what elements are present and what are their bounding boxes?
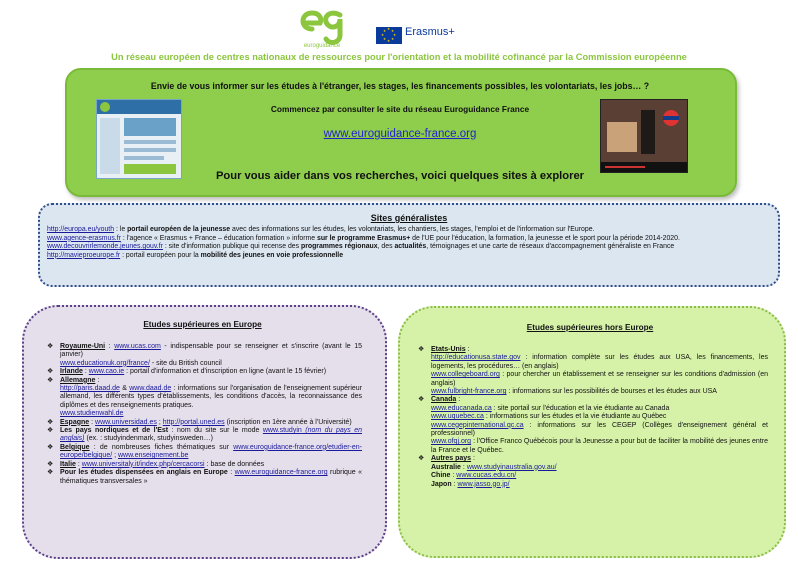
link-daad[interactable]: www.daad.de — [129, 385, 172, 393]
erasmus-plus-label: Erasmus+ — [405, 26, 455, 38]
link-uned[interactable]: http://portal.uned.es — [162, 418, 225, 426]
list-item: ❖ Etats-Unis : http://educationusa.state.gov : information complète sur les études aux USA, les financements, les logements, les procédures… (en anglais) www.collegeboard.org : pour chercher un établissement et se renseigner sur les conditions d'admission (en anglais) www.fulbright-france.org : informations sur les possibilités de bourses et les études aux USA — [418, 346, 768, 396]
euroguidance-link[interactable]: www.euroguidance-france.org — [323, 128, 477, 140]
link-agence-erasmus[interactable]: www.agence-erasmus.fr — [47, 234, 121, 242]
eu-flag-icon: ★ ★ ★ ★ ★ ★ ★ ★ — [376, 27, 402, 44]
generalist-entry: www.decouvrirlemonde.jeunes.gouv.fr : site d'information publique qui recense des programmes régionaux, des actualités, témoignages et une carte de réseaux d'accompagnement généraliste en France — [47, 243, 675, 251]
link-collegeboard[interactable]: www.collegeboard.org — [431, 371, 500, 379]
link-studyin[interactable]: www.studyin — [262, 427, 302, 435]
list-item: ❖ Allemagne : http://paris.daad.de & www.daad.de : informations sur l'organisation de l'enseignement supérieur allemand, les différents types d'établissements, les conditions d'accès, la reconnaissance des diplômes et des renseignements pratiques. www.studienwahl.de — [47, 377, 362, 419]
generalist-list — [47, 226, 769, 260]
link-jasso[interactable]: www.jasso.go.jp/ — [457, 480, 510, 488]
outside-europe-title: Etudes supérieures hors Europe — [526, 323, 654, 332]
list-item: ❖ Belgique : de nombreuses fiches thématiques sur www.euroguidance-france.org/etudier-en-europe/belgique/ ; www.enseignement.be — [47, 444, 362, 461]
list-item: ❖ Pour les études dispensées en anglais en Europe : www.euroguidance-france.org rubrique « thématiques transversales » — [47, 469, 362, 486]
europe-title: Etudes supérieures en Europe — [143, 320, 262, 329]
generalist-entry: www.agence-erasmus.fr : l'agence « Erasmus + France – éducation formation » informe sur le programme Erasmus+ de l'UE pour l'éducation, la formation, la jeunesse et le sport pour la période 2014-2020. — [47, 234, 680, 242]
outside-europe-list — [418, 346, 768, 489]
link-uquebec[interactable]: www.uquebec.ca — [431, 413, 484, 421]
list-item: ❖ Autres pays : Australie : www.studyinaustralia.gov.au/ Chine : www.cucas.edu.cn/ Japon : www.jasso.go.jp/ — [418, 455, 768, 489]
tagline: Un réseau européen de centres nationaux de ressources pour l'orientation et la mobilité cofinancé par la Commission européenne — [111, 52, 687, 62]
link-educanada[interactable]: www.educanada.ca — [431, 404, 492, 412]
europe-list — [47, 343, 362, 486]
link-universidad[interactable]: www.universidad.es — [95, 418, 157, 426]
link-cegep[interactable]: www.cegepinternational.qc.ca — [431, 421, 524, 429]
list-item: ❖ Italie : www.universitaly.it/index.php/cercacorsi : base de données — [47, 461, 362, 469]
link-euroguidance-transversal[interactable]: www.euroguidance-france.org — [234, 469, 328, 477]
link-ofqj[interactable]: www.ofqj.org — [431, 438, 472, 446]
logo-text: euroguidance — [303, 43, 341, 49]
intro-explore: Pour vous aider dans vos recherches, voici quelques sites à explorer — [215, 170, 585, 182]
link-studyinaustralia[interactable]: www.studyinaustralia.gov.au/ — [466, 463, 557, 471]
euroguidance-logo — [296, 5, 348, 49]
link-cao[interactable]: www.cao.ie — [88, 368, 125, 376]
link-paris-daad[interactable]: http://paris.daad.de — [60, 385, 120, 393]
generalist-entry: http://europa.eu/youth : le portail européen de la jeunesse avec des informations sur les études, les volontariats, les chantiers, les stages, l'emploi et de l'information sur l'Europe. — [47, 226, 595, 233]
generalist-title: Sites généralistes — [370, 213, 448, 223]
link-decouvrir-le-monde[interactable]: www.decouvrirlemonde.jeunes.gouv.fr — [47, 243, 163, 251]
link-educationuk[interactable]: www.educationuk.org/france/ — [60, 359, 150, 367]
link-educationusa[interactable]: http://educationusa.state.gov — [431, 354, 521, 362]
link-mavieproeurope[interactable]: http://mavieproeurope.fr — [47, 251, 121, 259]
list-item: ❖ Les pays nordiques et de l'Est : nom du site sur le mode www.studyin (nom du pays en anglais) (ex. : studyindenmark, studyinsweden…) — [47, 427, 362, 444]
link-euroguidance-belgique[interactable]: www.euroguidance-france.org/etudier-en-europe/belgique/ — [60, 443, 362, 460]
link-fulbright[interactable]: www.fulbright-france.org — [431, 388, 507, 396]
list-item: ❖ Irlande : www.cao.ie : portail d'information et d'inscription en ligne (avant le 15 février) — [47, 368, 362, 376]
generalist-entry: http://mavieproeurope.fr : portail européen pour la mobilité des jeunes en voie professionnelle — [47, 251, 344, 259]
link-ucas[interactable]: www.ucas.com — [114, 343, 161, 350]
list-item: ❖ Canada : www.educanada.ca : site portail sur l'éducation et la vie étudiante au Canada www.uquebec.ca : informations sur les études et la vie étudiante au Québec www.cegepinternational.qc.ca : informations sur les CEGEP (Collèges d'enseignement général et professionnel) www.ofqj.org : l'Office Franco Québécois pour la Jeunesse a pour but de faciliter la mobilité des jeunes entre la France et le Québec. — [418, 396, 768, 455]
link-europa-youth[interactable]: http://europa.eu/youth — [47, 226, 115, 233]
link-studienwahl[interactable]: www.studienwahl.de — [60, 410, 124, 418]
intro-question: Envie de vous informer sur les études à l'étranger, les stages, les financements possibles, les volontariats, les jobs… ? — [150, 81, 650, 91]
intro-consult: Commencez par consulter le site du réseau Euroguidance France — [270, 104, 530, 114]
list-item: ❖ Espagne : www.universidad.es ; http://portal.uned.es (inscription en 1ère année à l'Université) — [47, 419, 362, 427]
link-universitaly[interactable]: www.universitaly.it/index.php/cercacorsi — [81, 460, 205, 468]
link-enseignement-be[interactable]: www.enseignement.be — [118, 452, 189, 460]
list-item: ❖ Royaume-Uni : www.ucas.com - indispensable pour se renseigner et s'inscrire (avant le 15 janvier) www.educationuk.org/france/ - site du British council — [47, 343, 362, 368]
link-cucas[interactable]: www.cucas.edu.cn/ — [456, 472, 517, 480]
